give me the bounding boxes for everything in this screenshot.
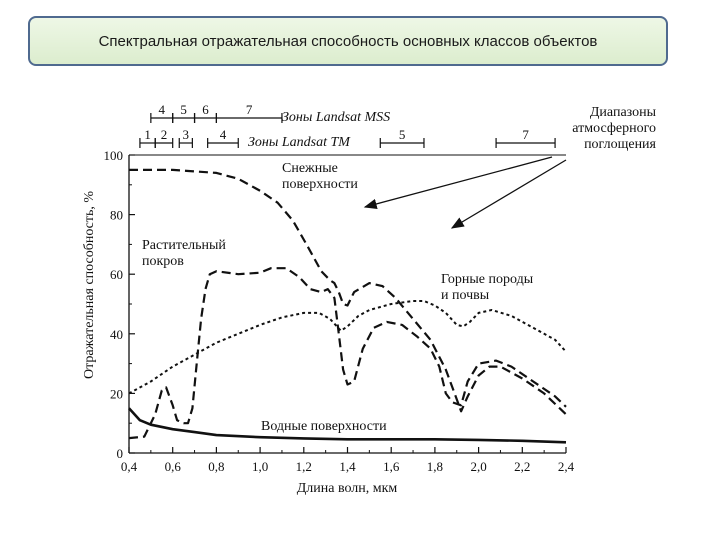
x-tick-label: 2,4 <box>557 459 575 474</box>
y-tick-label: 0 <box>116 446 123 461</box>
x-tick-label: 0,4 <box>120 459 138 474</box>
annotation-vegetation-line1: Растительный <box>142 238 226 253</box>
x-tick-label: 1,4 <box>339 459 356 474</box>
series-line-vegetation <box>129 268 566 438</box>
mss-zone-label: 7 <box>245 102 253 117</box>
tm-zone-label: 5 <box>398 127 406 142</box>
y-tick-label: 40 <box>110 326 123 342</box>
annotation-absorption-line1: Диапазоны <box>589 105 656 120</box>
tm-zone-label: 2 <box>160 127 168 142</box>
mss-zones-label: Зоны Landsat MSS <box>282 110 391 125</box>
annotation-absorption-line3: поглощения <box>584 137 656 152</box>
annotation-snow-line1: Снежные <box>282 161 338 176</box>
mss-zone-label: 6 <box>202 102 209 117</box>
page-title: Спектральная отражательная способность основных классов объектов <box>98 32 598 50</box>
tm-zone-label: 4 <box>219 127 227 142</box>
y-tick-label: 60 <box>110 267 123 283</box>
absorption-arrow-2 <box>452 160 566 228</box>
x-tick-label: 1,8 <box>426 459 444 474</box>
annotation-rocks-line1: Горные породы <box>441 272 534 287</box>
tm-zone-label: 1 <box>144 127 151 142</box>
annotation-vegetation-line2: покров <box>142 254 184 269</box>
absorption-arrow-1 <box>365 157 552 207</box>
y-tick-label: 80 <box>110 207 123 223</box>
x-tick-label: 1,2 <box>295 459 312 474</box>
y-axis-label: Отражательная способность, % <box>82 190 97 380</box>
mss-zone-label: 4 <box>158 102 166 117</box>
y-tick-label: 100 <box>103 148 123 163</box>
annotation-water: Водные поверхности <box>261 419 387 434</box>
annotation-absorption-line2: атмосферного <box>572 121 656 136</box>
tm-zone-label: 7 <box>522 127 529 142</box>
tm-zone-label: 3 <box>182 127 190 142</box>
x-tick-label: 1,6 <box>383 459 400 474</box>
mss-zone-label: 5 <box>180 102 187 117</box>
x-axis-label: Длина волн, мкм <box>296 481 398 496</box>
annotation-snow-line2: поверхности <box>282 177 358 192</box>
x-tick-label: 2,2 <box>514 459 531 474</box>
x-tick-label: 0,6 <box>164 459 181 474</box>
y-tick-label: 20 <box>110 386 123 402</box>
x-tick-label: 2,0 <box>470 459 487 474</box>
tm-zones-label: Зоны Landsat TM <box>248 135 350 150</box>
x-tick-label: 0,8 <box>208 459 225 474</box>
x-tick-label: 1,0 <box>251 459 269 474</box>
annotation-rocks-line2: и почвы <box>441 288 490 303</box>
